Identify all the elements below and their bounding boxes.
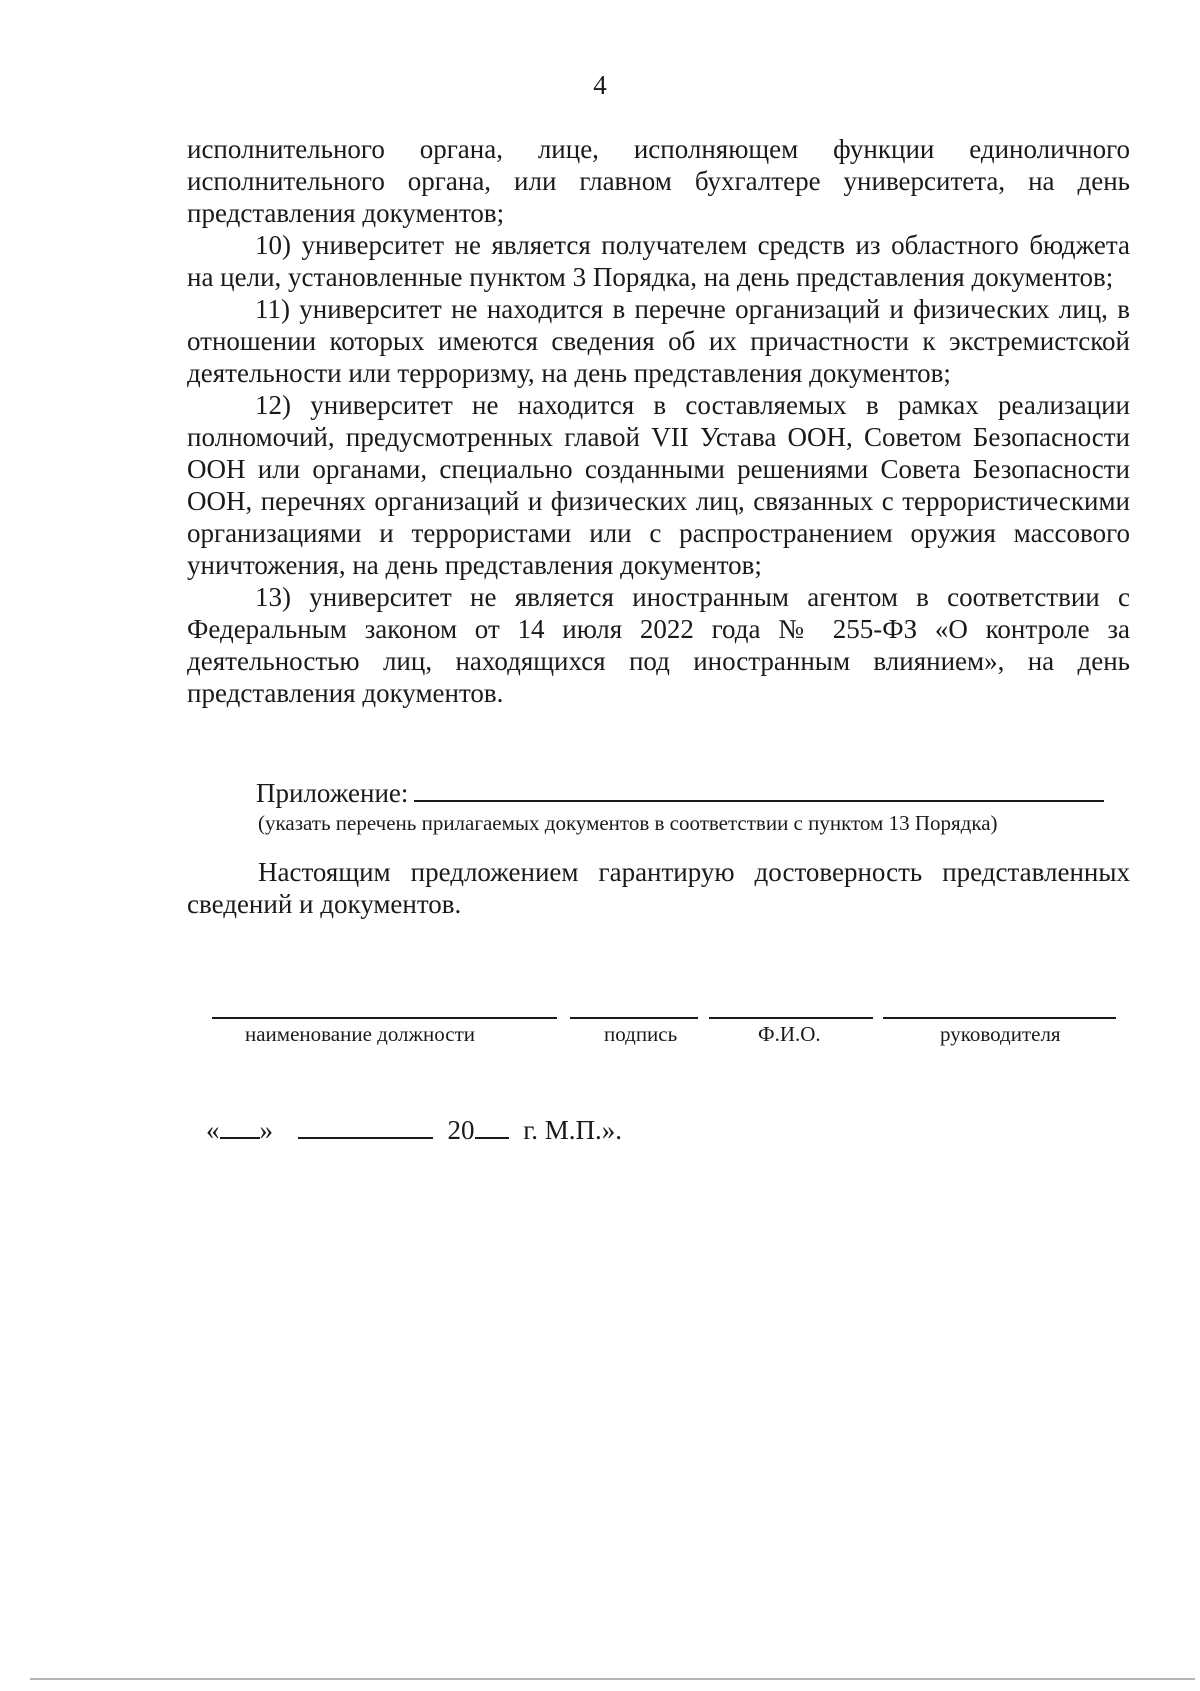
document-body: [187, 133, 1130, 709]
head-caption: руководителя: [940, 1022, 1061, 1046]
day-close-quote: »: [259, 1115, 273, 1145]
year-prefix: 20: [447, 1115, 475, 1145]
paragraph-item-13: 13) университет не является иностранным агентом в соответствии с Федеральным законом от 14 июля 2022 года № 255-ФЗ «О контроле за деятельностью лиц, находящихся под иностранным влиянием», на день представления документов.: [187, 582, 1130, 708]
day-open-quote: «: [206, 1115, 220, 1145]
appendix-row: [256, 776, 1136, 809]
paragraph-item-12: 12) университет не находится в составляемых в рамках реализации полномочий, предусмотренных главой VII Устава ООН, Советом Безопасности ООН или органами, специально созданными решениями Совета Безопасности ООН, перечнях организаций и физических лиц, связанных с террористическими организациями и террористами или с распространением оружия массового уничтожения, на день представления документов;: [187, 390, 1130, 580]
name-caption: Ф.И.О.: [758, 1022, 821, 1046]
position-signature-line: [212, 1017, 557, 1019]
year-blank: [475, 1113, 509, 1139]
page-number: 4: [593, 70, 607, 100]
date-stamp-line: [206, 1113, 622, 1146]
guarantee-statement: Настоящим предложением гарантирую достоверность представленных сведений и документов.: [187, 857, 1130, 919]
paragraph-continuation: исполнительного органа, лице, исполняющем функции единоличного исполнительного органа, или главном бухгалтере университета, на день представления документов;: [187, 134, 1130, 228]
paragraph-item-10: 10) университет не является получателем средств из областного бюджета на цели, установленные пунктом 3 Порядка, на день представления документов;: [187, 230, 1130, 292]
month-blank: [298, 1113, 433, 1139]
signature-caption: подпись: [604, 1022, 678, 1046]
appendix-blank-line: [414, 776, 1104, 802]
name-signature-line: [709, 1017, 873, 1019]
signature-line: [570, 1017, 698, 1019]
appendix-label: Приложение:: [256, 778, 409, 808]
head-signature-line: [883, 1017, 1116, 1019]
scan-edge-divider: [30, 1678, 1195, 1680]
day-blank: [220, 1113, 260, 1139]
appendix-note: (указать перечень прилагаемых документов в соответствии с пунктом 13 Порядка): [258, 811, 998, 835]
paragraph-item-11: 11) университет не находится в перечне организаций и физических лиц, в отношении которых имеются сведения об их причастности к экстремистской деятельности или терроризму, на день представления документов;: [187, 294, 1130, 388]
position-caption: наименование должности: [245, 1022, 476, 1046]
stamp-suffix: г. М.П.».: [523, 1115, 623, 1145]
